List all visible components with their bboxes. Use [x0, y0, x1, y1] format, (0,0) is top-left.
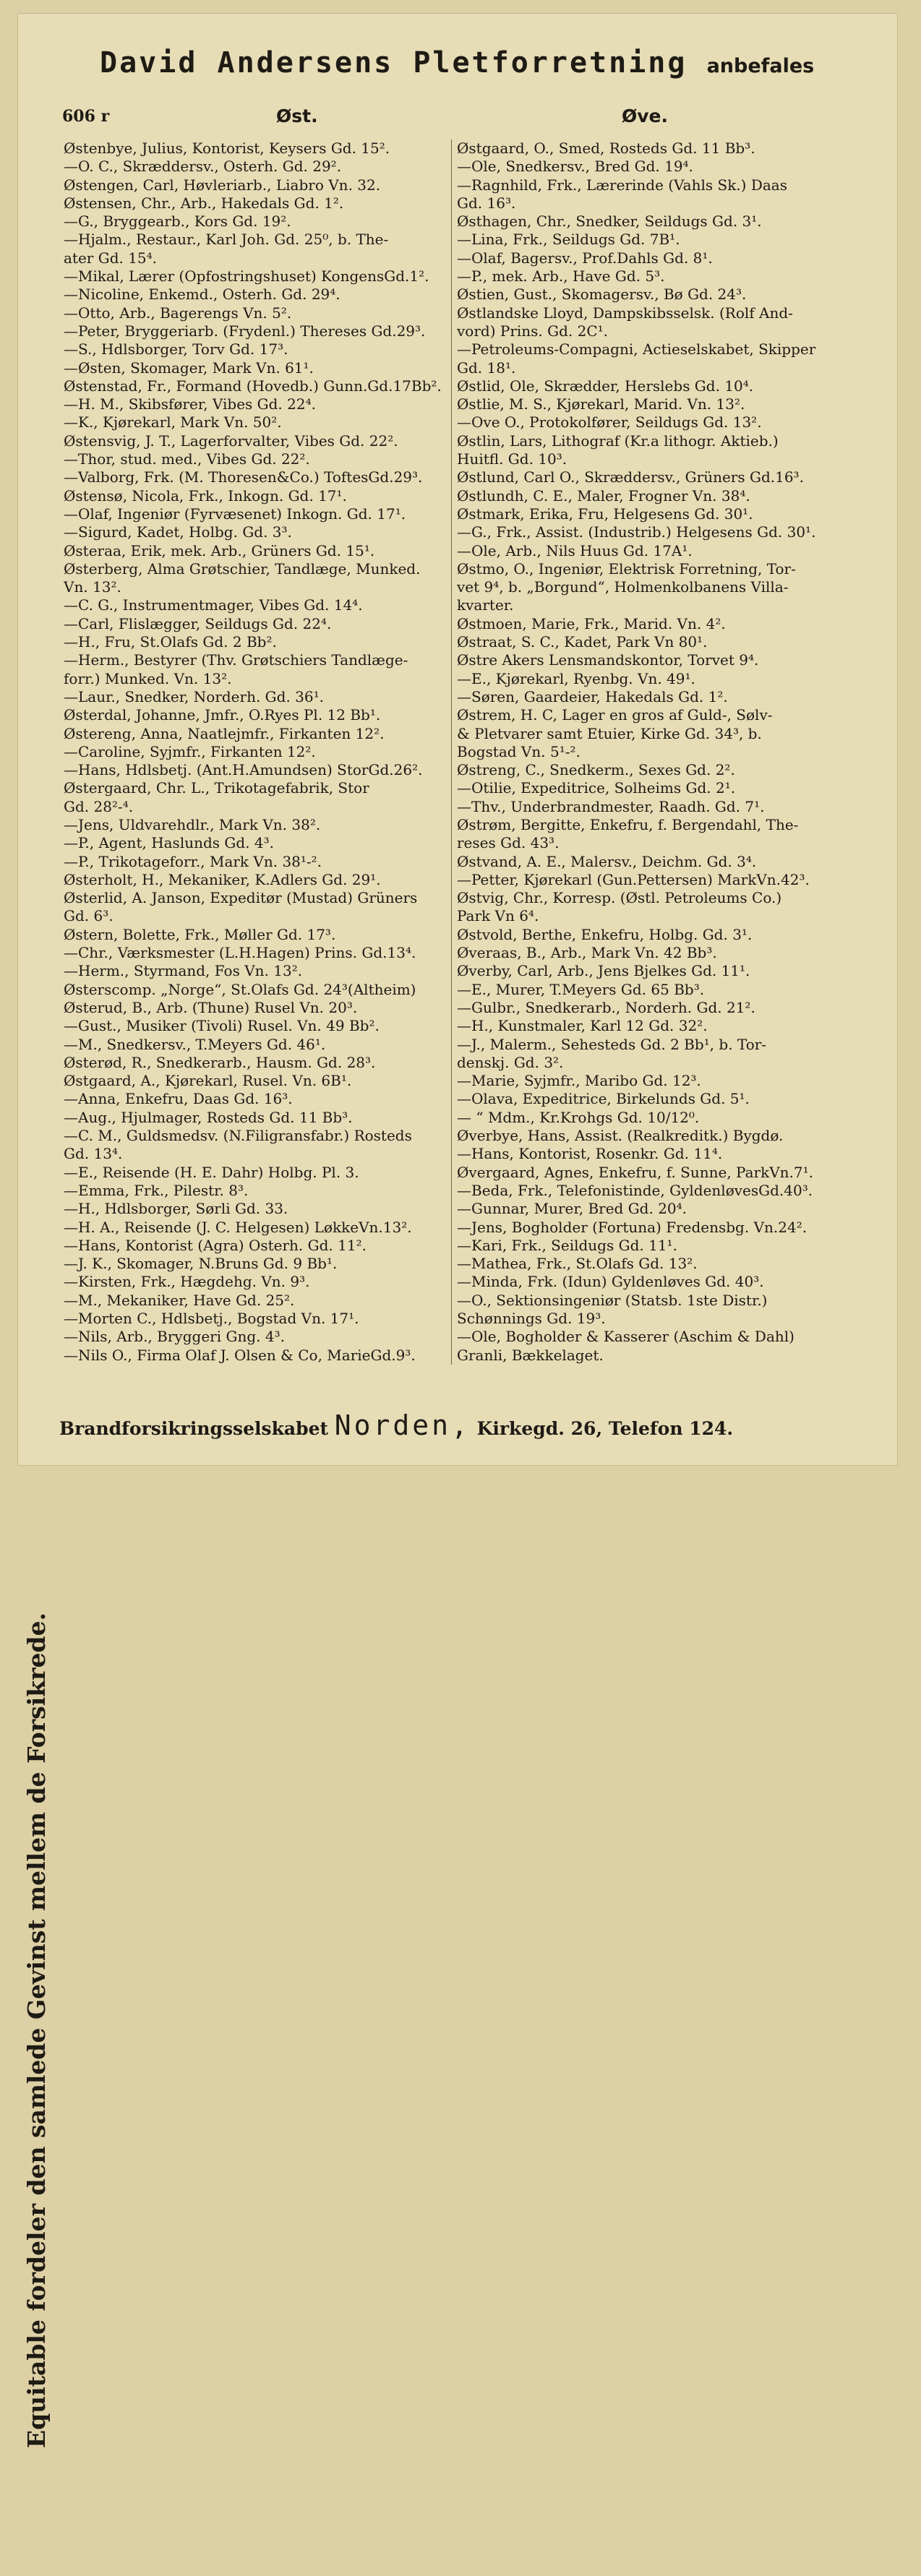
footer-name: Norden, — [334, 1409, 471, 1441]
directory-entry: Østhagen, Chr., Snedker, Seildugs Gd. 3¹. — [457, 212, 762, 231]
directory-entry: Gd. 28²-⁴. — [64, 797, 134, 815]
directory-entry: —J. K., Skomager, N.Bruns Gd. 9 Bb¹. — [64, 1255, 338, 1273]
directory-entry: Østerscomp. „Norge“, St.Olafs Gd. 24³(Altheim) — [64, 980, 416, 998]
directory-entry: —P., Trikotageforr., Mark Vn. 38¹-². — [64, 852, 322, 870]
header-title: David Andersens Pletforretning — [100, 46, 687, 80]
directory-entry: Østensen, Chr., Arb., Hakedals Gd. 1². — [64, 194, 344, 212]
directory-entry: vord) Prins. Gd. 2C¹. — [457, 322, 609, 340]
directory-entry: Østrem, H. C, Lager en gros af Guld-, Sølv- — [457, 706, 773, 724]
directory-entry: —P., mek. Arb., Have Gd. 5³. — [457, 267, 665, 285]
directory-entry: Schønnings Gd. 19³. — [457, 1310, 606, 1327]
directory-entry: Østensø, Nicola, Frk., Inkogn. Gd. 17¹. — [64, 486, 347, 505]
directory-entry: —G., Bryggearb., Kors Gd. 19². — [64, 212, 291, 231]
directory-entry: —Caroline, Syjmfr., Firkanten 12². — [64, 742, 316, 760]
directory-entry: —Kirsten, Frk., Hægdehg. Vn. 9³. — [64, 1273, 310, 1291]
directory-entry: Østlund, Carl O., Skræddersv., Grüners Gd.16³. — [457, 468, 804, 486]
directory-entry: —Hans, Kontorist (Agra) Osterh. Gd. 11². — [64, 1236, 367, 1254]
directory-entry: Øvergaard, Agnes, Enkefru, f. Sunne, ParkVn.7¹. — [457, 1163, 813, 1181]
directory-entry: —J., Malerm., Sehesteds Gd. 2 Bb¹, b. Tor- — [457, 1035, 767, 1053]
directory-entry: —Olava, Expeditrice, Birkelunds Gd. 5¹. — [457, 1090, 750, 1108]
directory-entry: —Marie, Syjmfr., Maribo Gd. 12³. — [457, 1072, 701, 1090]
directory-entry: Østvand, A. E., Malersv., Deichm. Gd. 3⁴. — [457, 852, 757, 870]
directory-entry: —K., Kjørekarl, Mark Vn. 50². — [64, 413, 282, 432]
directory-entry: —O., Sektionsingeniør (Statsb. 1ste Distr.) — [457, 1291, 768, 1309]
range-from: Øst. — [276, 106, 318, 126]
directory-entry: —Carl, Flislægger, Seildugs Gd. 22⁴. — [64, 614, 332, 632]
directory-entry: —Ragnhild, Frk., Lærerinde (Vahls Sk.) Daas — [457, 176, 787, 194]
directory-entry: —Thv., Underbrandmester, Raadh. Gd. 7¹. — [457, 797, 765, 815]
directory-entry: —Ove O., Protokolfører, Seildugs Gd. 13². — [457, 413, 762, 432]
side-advertisement-text: Equitable fordeler den samlede Gevinst mellem de Forsikrede. — [22, 1612, 51, 2449]
directory-entry: —Mikal, Lærer (Opfostringshuset) KongensGd.1². — [64, 267, 429, 285]
directory-entry: Østre Akers Lensmandskontor, Torvet 9⁴. — [457, 651, 759, 669]
directory-entry: & Pletvarer samt Etuier, Kirke Gd. 34³, b. — [457, 724, 762, 742]
directory-entry: —M., Snedkersv., T.Meyers Gd. 46¹. — [64, 1035, 326, 1053]
left-column — [64, 139, 448, 1365]
directory-entry: —Lina, Frk., Seildugs Gd. 7B¹. — [457, 231, 680, 249]
directory-entry: Østergaard, Chr. L., Trikotagefabrik, Stor — [64, 779, 369, 797]
directory-entry: Østengen, Carl, Høvleriarb., Liabro Vn. 32. — [64, 176, 381, 194]
directory-entry: —C. M., Guldsmedsv. (N.Filigransfabr.) Rosteds — [64, 1127, 412, 1145]
side-advertisement — [20, 426, 53, 2449]
directory-entry: —Thor, stud. med., Vibes Gd. 22². — [64, 450, 310, 468]
directory-entry: Gd. 6³. — [64, 907, 113, 925]
directory-entry: Øveraas, B., Arb., Mark Vn. 42 Bb³. — [457, 944, 717, 962]
directory-entry: —Nils, Arb., Bryggeri Gng. 4³. — [64, 1328, 285, 1346]
directory-entry: Østien, Gust., Skomagersv., Bø Gd. 24³. — [457, 285, 747, 304]
directory-entry: reses Gd. 43³. — [457, 834, 560, 852]
directory-entry: —Minda, Frk. (Idun) Gyldenløves Gd. 40³. — [457, 1273, 764, 1291]
directory-entry: —Gunnar, Murer, Bred Gd. 20⁴. — [457, 1200, 687, 1218]
directory-entry: Østmark, Erika, Fru, Helgesens Gd. 30¹. — [457, 505, 753, 523]
directory-entry: —Olaf, Ingeniør (Fyrvæsenet) Inkogn. Gd. 17¹. — [64, 505, 406, 523]
directory-entry: —Olaf, Bagersv., Prof.Dahls Gd. 8¹. — [457, 249, 713, 267]
directory-entry: —Petter, Kjørekarl (Gun.Pettersen) MarkVn.42³. — [457, 870, 810, 888]
directory-entry: —Gust., Musiker (Tivoli) Rusel. Vn. 49 Bb². — [64, 1017, 380, 1035]
directory-entry: Østvold, Berthe, Enkefru, Holbg. Gd. 3¹. — [457, 925, 753, 943]
directory-entry: —Morten C., Hdlsbetj., Bogstad Vn. 17¹. — [64, 1310, 359, 1327]
directory-entry: —Sigurd, Kadet, Holbg. Gd. 3³. — [64, 523, 292, 541]
directory-entry: Gd. 13⁴. — [64, 1145, 123, 1163]
directory-entry: —Otto, Arb., Bagerengs Vn. 5². — [64, 304, 292, 322]
directory-entry: Østraat, S. C., Kadet, Park Vn 80¹. — [457, 633, 708, 651]
directory-entry: —O. C., Skræddersv., Osterh. Gd. 29². — [64, 158, 342, 176]
directory-entry: —Valborg, Frk. (M. Thoresen&Co.) ToftesGd.29³. — [64, 468, 423, 486]
directory-entry: Østerlid, A. Janson, Expeditør (Mustad) Grüners — [64, 889, 418, 907]
directory-entry: —Nils O., Firma Olaf J. Olsen & Co, MarieGd.9³. — [64, 1346, 416, 1364]
directory-entry: ater Gd. 15⁴. — [64, 249, 158, 267]
directory-entry: Østmo, O., Ingeniør, Elektrisk Forretning, Tor- — [457, 559, 796, 578]
directory-entry: —Søren, Gaardeier, Hakedals Gd. 1². — [457, 687, 728, 705]
directory-entry: Østenstad, Fr., Formand (Hovedb.) Gunn.Gd.17Bb². — [64, 377, 442, 395]
directory-entry: —Anna, Enkefru, Daas Gd. 16³. — [64, 1090, 293, 1108]
directory-entry: Østlie, M. S., Kjørekarl, Marid. Vn. 13². — [457, 395, 745, 413]
directory-entry: Østeraa, Erik, mek. Arb., Grüners Gd. 15¹. — [64, 541, 375, 559]
right-column — [457, 139, 843, 1365]
directory-entry: kvarter. — [457, 596, 514, 614]
directory-entry: —Hjalm., Restaur., Karl Joh. Gd. 25⁰, b. The- — [64, 231, 389, 249]
directory-entry: —Emma, Frk., Pilestr. 8³. — [64, 1181, 249, 1199]
directory-entry: —Laur., Snedker, Norderh. Gd. 36¹. — [64, 687, 324, 705]
directory-entry: —Kari, Frk., Seildugs Gd. 11¹. — [457, 1236, 677, 1254]
directory-entry: —E., Kjørekarl, Ryenbg. Vn. 49¹. — [457, 669, 695, 687]
directory-entry: Østerholt, H., Mekaniker, K.Adlers Gd. 29¹. — [64, 870, 381, 888]
directory-entry: —Jens, Uldvarehdlr., Mark Vn. 38². — [64, 815, 321, 833]
directory-entry: Østlin, Lars, Lithograf (Kr.a lithogr. Aktieb.) — [457, 432, 779, 450]
directory-entry: Østern, Bolette, Frk., Møller Gd. 17³. — [64, 925, 336, 943]
directory-entry: Huitfl. Gd. 10³. — [457, 450, 567, 468]
directory-entry: —H., Hdlsborger, Sørli Gd. 33. — [64, 1200, 288, 1218]
directory-entry: Østvig, Chr., Korresp. (Østl. Petroleums Co.) — [457, 889, 782, 907]
directory-entry: —Chr., Værksmester (L.H.Hagen) Prins. Gd.13⁴. — [64, 944, 416, 962]
directory-entry: —Jens, Bogholder (Fortuna) Fredensbg. Vn.24². — [457, 1218, 808, 1236]
directory-entry: —H., Kunstmaler, Karl 12 Gd. 32². — [457, 1017, 708, 1035]
directory-entry: Park Vn 6⁴. — [457, 907, 539, 925]
directory-entry: —Mathea, Frk., St.Olafs Gd. 13². — [457, 1255, 698, 1273]
directory-entry: —Gulbr., Snedkerarb., Norderh. Gd. 21². — [457, 998, 755, 1016]
directory-entry: —P., Agent, Haslunds Gd. 4³. — [64, 834, 274, 852]
footer-address: Kirkegd. 26, Telefon 124. — [476, 1418, 734, 1439]
directory-entry: Østrøm, Bergitte, Enkefru, f. Bergendahl, The- — [457, 815, 799, 833]
directory-entry: Østerberg, Alma Grøtschier, Tandlæge, Munked. — [64, 559, 421, 578]
directory-entry: vet 9⁴, b. „Borgund“, Holmenkolbanens Villa- — [457, 578, 789, 596]
directory-entry: Bogstad Vn. 5¹-². — [457, 742, 581, 760]
directory-entry: Granli, Bækkelaget. — [457, 1346, 604, 1364]
directory-entry: —Ole, Bogholder & Kasserer (Aschim & Dahl) — [457, 1328, 794, 1346]
directory-entry: —Hans, Kontorist, Rosenkr. Gd. 11⁴. — [457, 1145, 723, 1163]
footer-lead: Brandforsikringsselskabet — [59, 1418, 329, 1439]
directory-entry: —M., Mekaniker, Have Gd. 25². — [64, 1291, 295, 1309]
directory-entry: —Beda, Frk., Telefonistinde, GyldenløvesGd.40³. — [457, 1181, 813, 1199]
directory-entry: Vn. 13². — [64, 578, 121, 596]
directory-entry: —Aug., Hjulmager, Rosteds Gd. 11 Bb³. — [64, 1108, 353, 1126]
range-to: Øve. — [622, 106, 669, 126]
footer-advertisement — [59, 1409, 869, 1441]
directory-entry: Gd. 18¹. — [457, 359, 516, 377]
directory-entry: Østenbye, Julius, Kontorist, Keysers Gd. 15². — [64, 139, 390, 157]
directory-entry: Østlid, Ole, Skrædder, Herslebs Gd. 10⁴. — [457, 377, 754, 395]
directory-entry: Østgaard, A., Kjørekarl, Rusel. Vn. 6B¹. — [64, 1072, 352, 1090]
directory-entry: —Ole, Arb., Nils Huus Gd. 17A¹. — [457, 541, 693, 559]
directory-entry: —E., Murer, T.Meyers Gd. 65 Bb³. — [457, 980, 705, 998]
directory-entry: —C. G., Instrumentmager, Vibes Gd. 14⁴. — [64, 596, 363, 614]
page-number: 606 r — [62, 107, 110, 126]
directory-entry: — “ Mdm., Kr.Krohgs Gd. 10/12⁰. — [457, 1108, 700, 1126]
directory-entry: Øverby, Carl, Arb., Jens Bjelkes Gd. 11¹. — [457, 962, 750, 980]
directory-entry: —Ole, Snedkersv., Bred Gd. 19⁴. — [457, 158, 693, 176]
directory-entry: Østensvig, J. T., Lagerforvalter, Vibes Gd. 22². — [64, 432, 398, 450]
directory-entry: —H. M., Skibsfører, Vibes Gd. 22⁴. — [64, 395, 316, 413]
directory-entry: Gd. 16³. — [457, 194, 516, 212]
directory-entry: —Herm., Bestyrer (Thv. Grøtschiers Tandlæge- — [64, 651, 408, 669]
header-advertisement — [100, 46, 823, 80]
directory-entry: —Otilie, Expeditrice, Solheims Gd. 2¹. — [457, 779, 736, 797]
directory-entry: Østerød, R., Snedkerarb., Hausm. Gd. 28³. — [64, 1053, 376, 1071]
directory-entry: forr.) Munked. Vn. 13². — [64, 669, 232, 687]
directory-entry: —S., Hdlsborger, Torv Gd. 17³. — [64, 340, 288, 359]
directory-entry: Østlundh, C. E., Maler, Frogner Vn. 38⁴. — [457, 486, 750, 505]
directory-entry: denskj. Gd. 3². — [457, 1053, 564, 1071]
directory-entry: Østerdal, Johanne, Jmfr., O.Ryes Pl. 12 Bb¹. — [64, 706, 381, 724]
directory-entry: —G., Frk., Assist. (Industrib.) Helgesens Gd. 30¹. — [457, 523, 816, 541]
directory-entry: Øverbye, Hans, Assist. (Realkreditk.) Bygdø. — [457, 1127, 784, 1145]
directory-entry: Østgaard, O., Smed, Rosteds Gd. 11 Bb³. — [457, 139, 755, 157]
directory-entry: —H. A., Reisende (J. C. Helgesen) LøkkeVn.13². — [64, 1218, 412, 1236]
directory-entry: —Peter, Bryggeriarb. (Frydenl.) Thereses Gd.29³. — [64, 322, 426, 340]
directory-entry: Østerud, B., Arb. (Thune) Rusel Vn. 20³. — [64, 998, 358, 1016]
directory-entry: Østmoen, Marie, Frk., Marid. Vn. 4². — [457, 614, 726, 632]
column-divider — [451, 139, 452, 1365]
directory-entry: Østereng, Anna, Naatlejmfr., Firkanten 12². — [64, 724, 385, 742]
directory-entry: —Østen, Skomager, Mark Vn. 61¹. — [64, 359, 314, 377]
directory-entry: —H., Fru, St.Olafs Gd. 2 Bb². — [64, 633, 277, 651]
header-title-suffix: anbefales — [706, 55, 815, 77]
directory-entry: Østlandske Lloyd, Dampskibsselsk. (Rolf And- — [457, 304, 793, 322]
directory-entry: —Herm., Styrmand, Fos Vn. 13². — [64, 962, 303, 980]
directory-entry: —Nicoline, Enkemd., Osterh. Gd. 29⁴. — [64, 285, 340, 304]
directory-entry: Østreng, C., Snedkerm., Sexes Gd. 2². — [457, 761, 735, 779]
directory-entry: —Hans, Hdlsbetj. (Ant.H.Amundsen) StorGd.26². — [64, 761, 423, 779]
directory-entry: —E., Reisende (H. E. Dahr) Holbg. Pl. 3. — [64, 1163, 359, 1181]
directory-entry: —Petroleums-Compagni, Actieselskabet, Skipper — [457, 340, 816, 359]
